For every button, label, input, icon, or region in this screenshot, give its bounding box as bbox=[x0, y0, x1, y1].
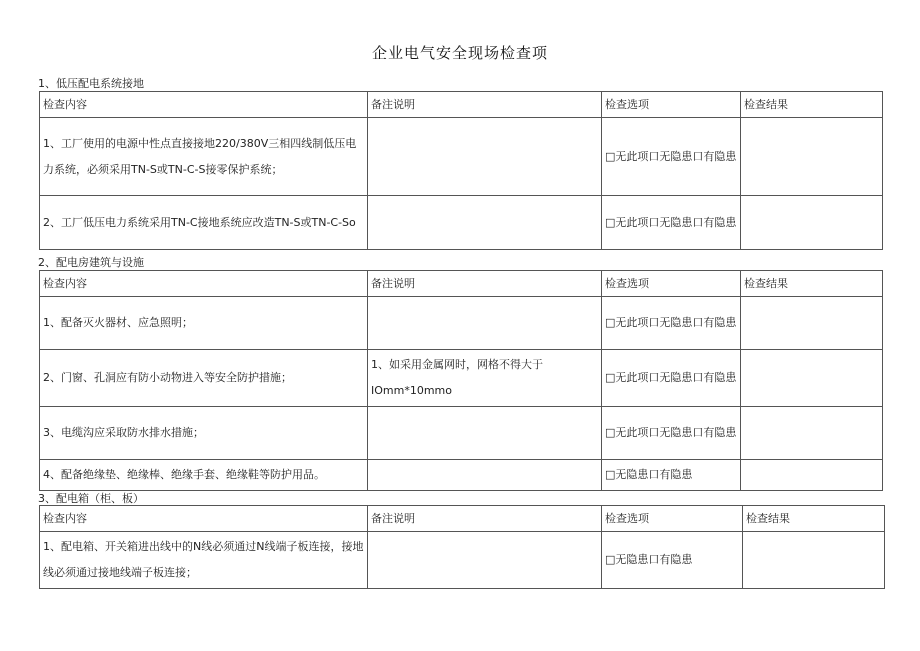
note-cell bbox=[368, 196, 602, 250]
inspection-table bbox=[39, 270, 883, 491]
options-cell: □无此项口无隐患口有隐患 bbox=[602, 350, 741, 407]
table-row bbox=[40, 118, 883, 196]
table-row bbox=[40, 196, 883, 250]
table-header-row bbox=[40, 92, 883, 118]
note-cell: 1、如采用金属网时，网格不得大于IOmm*10mmo bbox=[368, 350, 602, 407]
options-cell: □无隐患口有隐患 bbox=[602, 532, 743, 589]
result-cell bbox=[741, 350, 883, 407]
content-cell: 3、电缆沟应采取防水排水措施； bbox=[40, 407, 368, 460]
table-row bbox=[40, 460, 883, 491]
header-cell: 检查选项 bbox=[602, 92, 741, 118]
content-cell: 1、配电箱、开关箱进出线中的N线必须通过N线端子板连接，接地线必须通过接地线端子板连接； bbox=[40, 532, 368, 589]
header-cell: 检查内容 bbox=[40, 92, 368, 118]
options-cell: □无此项口无隐患口有隐患 bbox=[602, 407, 741, 460]
header-cell: 备注说明 bbox=[368, 506, 602, 532]
result-cell bbox=[741, 460, 883, 491]
table-row bbox=[40, 297, 883, 350]
result-cell bbox=[741, 297, 883, 350]
header-cell: 检查结果 bbox=[743, 506, 885, 532]
header-cell: 检查选项 bbox=[602, 271, 741, 297]
section-heading: 1、低压配电系统接地 bbox=[38, 77, 144, 90]
inspection-table bbox=[39, 91, 883, 250]
options-cell: □无此项口无隐患口有隐患 bbox=[602, 196, 741, 250]
note-cell bbox=[368, 407, 602, 460]
header-cell: 备注说明 bbox=[368, 92, 602, 118]
section-heading: 3、配电箱（柜、板） bbox=[38, 492, 144, 505]
table-header-row bbox=[40, 506, 885, 532]
content-cell: 2、门窗、孔洞应有防小动物进入等安全防护措施； bbox=[40, 350, 368, 407]
table-row bbox=[40, 350, 883, 407]
result-cell bbox=[741, 196, 883, 250]
section-heading: 2、配电房建筑与设施 bbox=[38, 256, 144, 269]
content-cell: 1、配备灭火器材、应急照明； bbox=[40, 297, 368, 350]
header-cell: 备注说明 bbox=[368, 271, 602, 297]
result-cell bbox=[743, 532, 885, 589]
note-cell bbox=[368, 532, 602, 589]
content-cell: 4、配备绝缘垫、绝缘棒、绝缘手套、绝缘鞋等防护用品。 bbox=[40, 460, 368, 491]
options-cell: □无此项口无隐患口有隐患 bbox=[602, 297, 741, 350]
header-cell: 检查结果 bbox=[741, 92, 883, 118]
note-cell bbox=[368, 118, 602, 196]
table-row bbox=[40, 407, 883, 460]
result-cell bbox=[741, 118, 883, 196]
note-cell bbox=[368, 297, 602, 350]
header-cell: 检查内容 bbox=[40, 271, 368, 297]
table-row bbox=[40, 532, 885, 589]
options-cell: □无此项口无隐患口有隐患 bbox=[602, 118, 741, 196]
document-title: 企业电气安全现场检查项 bbox=[371, 44, 548, 62]
result-cell bbox=[741, 407, 883, 460]
table-header-row bbox=[40, 271, 883, 297]
header-cell: 检查内容 bbox=[40, 506, 368, 532]
options-cell: □无隐患口有隐患 bbox=[602, 460, 741, 491]
note-cell bbox=[368, 460, 602, 491]
content-cell: 1、工厂使用的电源中性点直接接地220/380V三相四线制低压电力系统，必须采用TN-S或TN-C-S接零保护系统； bbox=[40, 118, 368, 196]
inspection-table bbox=[39, 505, 885, 589]
content-cell: 2、工厂低压电力系统采用TN-C接地系统应改造TN-S或TN-C-So bbox=[40, 196, 368, 250]
header-cell: 检查选项 bbox=[602, 506, 743, 532]
header-cell: 检查结果 bbox=[741, 271, 883, 297]
